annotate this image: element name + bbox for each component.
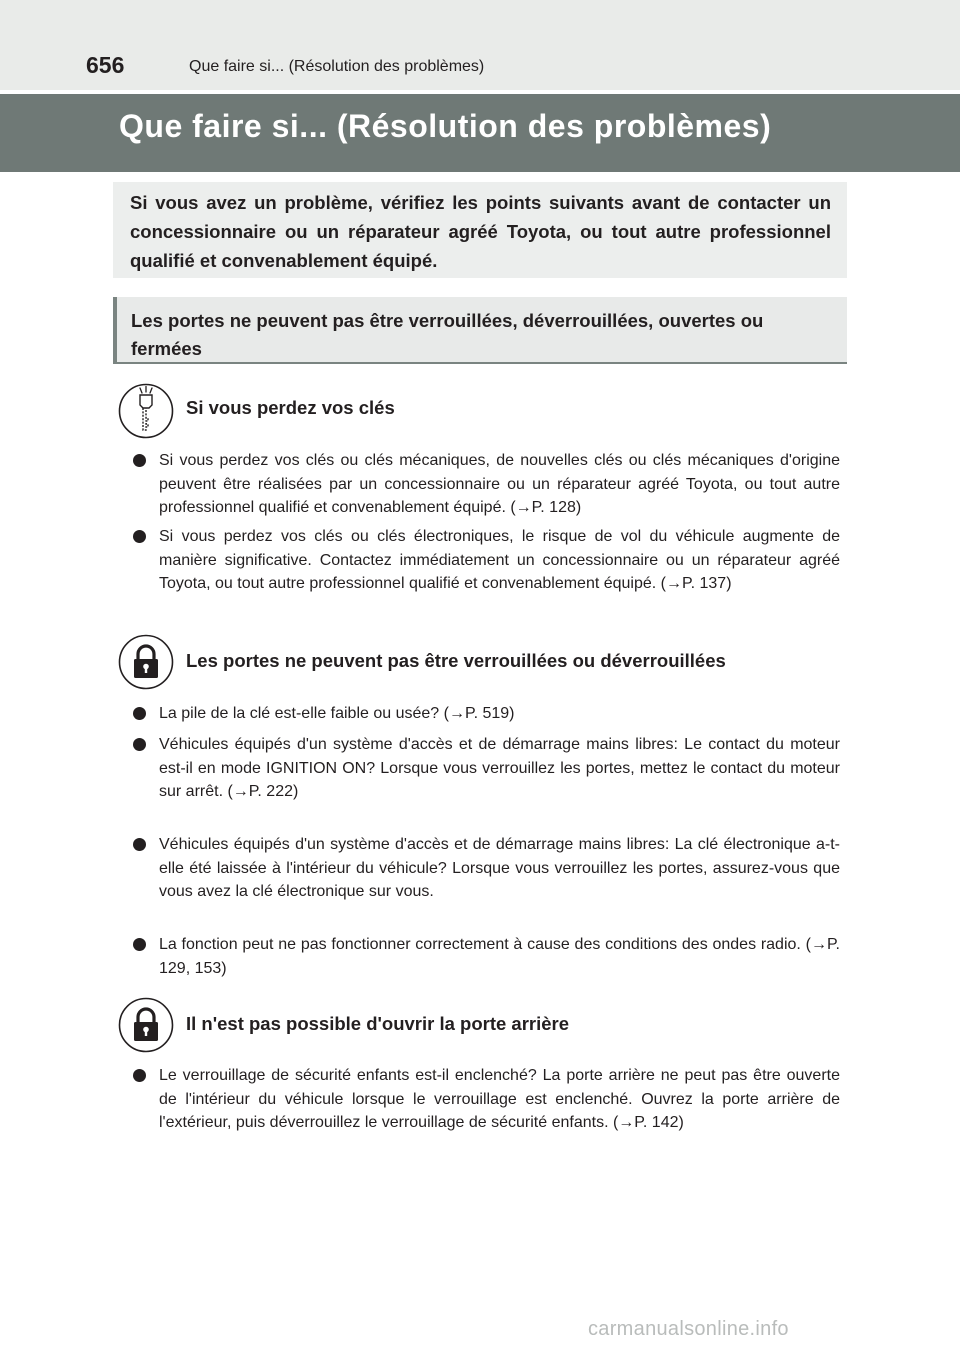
list-item	[133, 525, 840, 596]
subsection-title-lost-keys: Si vous perdez vos clés	[186, 397, 395, 418]
list-item-text: Si vous perdez vos clés ou clés électroniques, le risque de vol du véhicule augmente de manière significative. Contactez immédiatement un concessionnaire ou un réparateur agréé Toyota, ou tout autre professionnel qualifié et convenablement équipé. (→P. 137)	[159, 528, 840, 592]
list-item	[133, 702, 840, 726]
subsection-title-rear-door: Il n'est pas possible d'ouvrir la porte arrière	[186, 1013, 570, 1034]
bullet-dot	[133, 530, 146, 543]
header-bar	[0, 0, 960, 90]
list-item-text: Le verrouillage de sécurité enfants est-il enclenché? La porte arrière ne peut pas être ouverte de l'intérieur du véhicule lorsque le verrouillage est enclenché. Ouvrez la porte arrière de l'extérieur, puis déverrouillez le verrouillage de sécurité enfants. (→P. 142)	[159, 1067, 840, 1131]
page-title: Que faire si... (Résolution des problèmes)	[119, 108, 772, 144]
key-icon	[118, 383, 174, 439]
list-item-text: Véhicules équipés d'un système d'accès et de démarrage mains libres: Le contact du moteur est-il en mode IGNITION ON? Lorsque vous verrouillez les portes, mettez le contact du moteur sur arrêt. (→P. 222)	[159, 736, 840, 800]
list-item	[133, 933, 840, 980]
padlock-icon	[118, 997, 174, 1053]
page-number: 656	[86, 52, 125, 78]
list-item-text: La fonction peut ne pas fonctionner correctement à cause des conditions des ondes radio. (→P. 129, 153)	[159, 936, 840, 977]
title-band	[0, 94, 960, 172]
list-item	[133, 833, 840, 904]
bullet-dot	[133, 454, 146, 467]
bullet-dot	[133, 1069, 146, 1082]
list-item-text: La pile de la clé est-elle faible ou usée? (→P. 519)	[159, 705, 515, 722]
list-item-text: Véhicules équipés d'un système d'accès et de démarrage mains libres: La clé électronique a-t-elle été laissée à l'intérieur du véhicule? Lorsque vous verrouillez les portes, assurez-vous que vous avez la clé électronique sur vous.	[159, 836, 840, 900]
list-item-text: Si vous perdez vos clés ou clés mécaniques, de nouvelles clés ou clés mécaniques d'origine peuvent être réalisées par un concessionnaire ou un réparateur agréé Toyota, ou tout autre professionnel qualifié et convenablement équipé. (→P. 128)	[159, 452, 840, 516]
subsection-title-doors-lock: Les portes ne peuvent pas être verrouillées ou déverrouillées	[186, 650, 726, 671]
watermark: carmanualsonline.info	[588, 1318, 789, 1340]
intro-box: Si vous avez un problème, vérifiez les points suivants avant de contacter un concessionnaire ou un réparateur agréé Toyota, ou tout autre professionnel qualifié et convenablement équipé.	[113, 182, 847, 278]
bullet-dot	[133, 738, 146, 751]
bullet-dot	[133, 838, 146, 851]
bullet-dot	[133, 938, 146, 951]
running-head: Que faire si... (Résolution des problèmes)	[189, 58, 485, 75]
list-item	[133, 449, 840, 520]
bullet-dot	[133, 707, 146, 720]
list-item	[133, 733, 840, 804]
section-heading: Les portes ne peuvent pas être verrouillées, déverrouillées, ouvertes ou fermées	[113, 297, 847, 364]
list-item	[133, 1064, 840, 1135]
padlock-icon	[118, 634, 174, 690]
